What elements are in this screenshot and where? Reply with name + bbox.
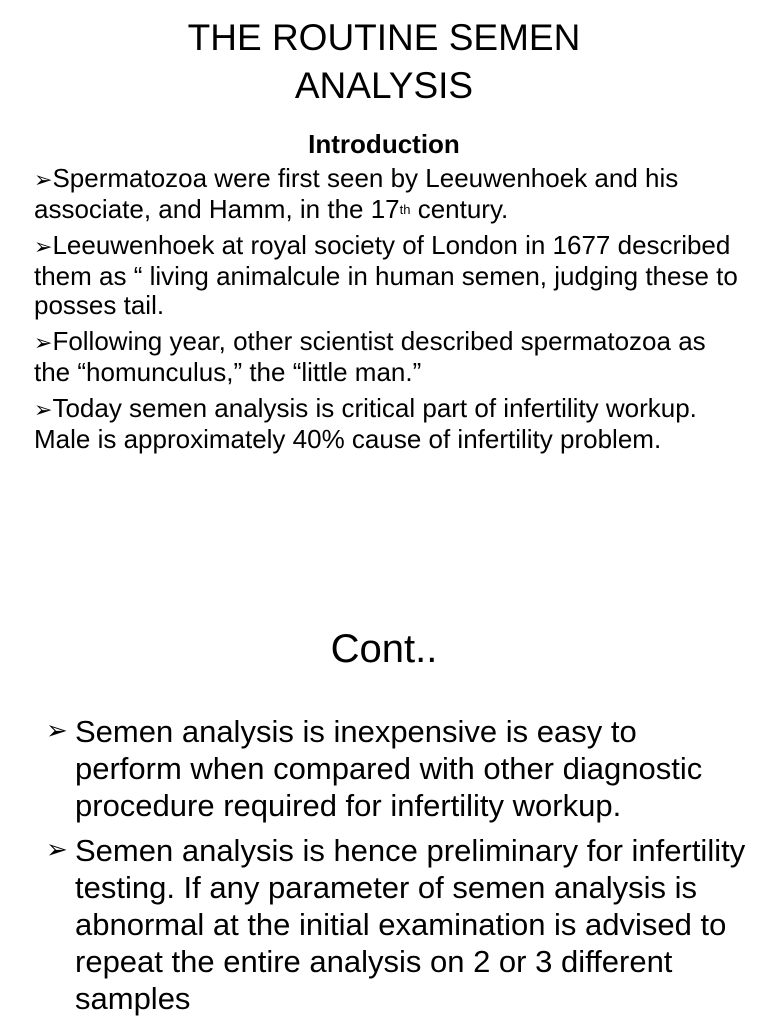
bullet-text: Following year, other scientist described spermatozoa as the “homunculus,” the “little man.” [34,326,706,387]
slide-title [0,14,768,110]
bullet-text: Leeuwenhoek at royal society of London in 1677 described them as “ living animalcule in human semen, judging these to posses tail. [34,230,738,320]
list-item [34,394,744,454]
slide-continued [0,500,768,1024]
bullet-text: Today semen analysis is critical part of infertility workup. Male is approximately 40% cause of infertility problem. [34,393,697,454]
arrow-bullet-icon: ➢ [34,235,53,260]
list-item [46,832,746,1017]
arrow-bullet-icon: ➢ [46,835,68,865]
arrow-bullet-icon: ➢ [34,168,53,193]
continued-bullet-list [46,713,746,1025]
title-line-1: THE ROUTINE SEMEN [187,17,581,58]
slide-title: Cont.. [330,627,438,671]
bullet-text-end: century. [410,194,509,224]
arrow-bullet-icon: ➢ [46,716,68,746]
slide-introduction [0,0,768,500]
list-item [34,231,744,320]
section-heading: Introduction [308,129,460,159]
bullet-text: Semen analysis is inexpensive is easy to perform when compared with other diagnostic procedure required for infertility workup. [75,714,703,823]
list-item [34,164,744,224]
ordinal-superscript: th [399,202,411,217]
intro-bullet-list [34,164,744,461]
bullet-text: Spermatozoa were first seen by Leeuwenhoek and his associate, and Hamm, in the 17 [34,163,679,224]
list-item [34,327,744,387]
arrow-bullet-icon: ➢ [34,331,53,356]
list-item [46,713,746,824]
bullet-text: Semen analysis is hence preliminary for infertility testing. If any parameter of semen analysis is abnormal at the initial examination is advised to repeat the entire analysis on 2 or 3 different samples [75,833,746,1016]
title-line-2: ANALYSIS [294,65,474,106]
arrow-bullet-icon: ➢ [34,398,53,423]
